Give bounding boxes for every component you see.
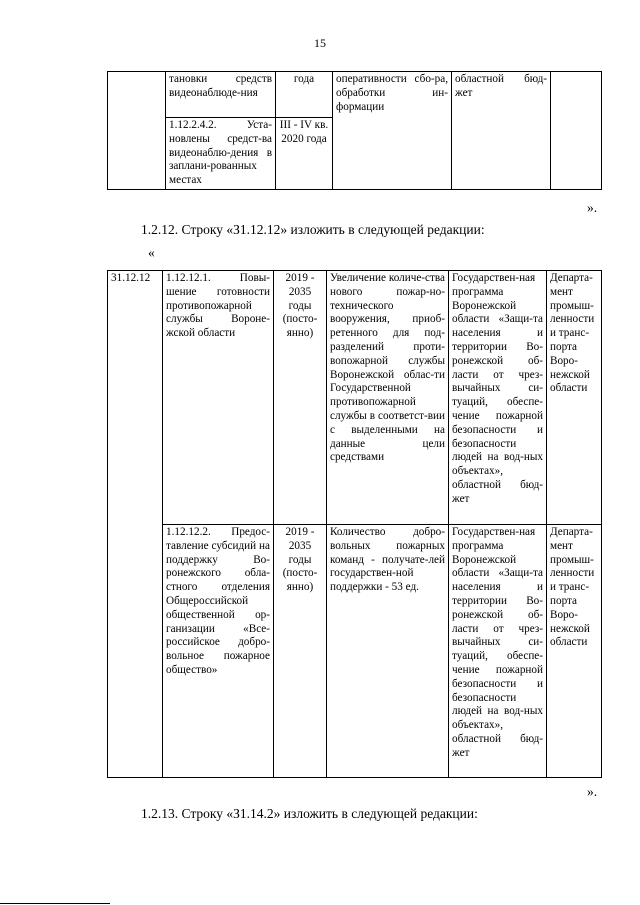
cell-result: Количество добро-вольных пожарных команд - получате-лей государствен-ной поддержки - 53 ед. [327,525,449,778]
table-row [108,271,602,525]
paragraph-1-2-12: 1.2.12. Строку «З1.12.12» изложить в следующей редакции: [141,222,485,237]
footnote-rule [0,903,110,904]
cell-source: Государствен-ная программа Воронежской области «Защи-та населения и территории Во-ронежской об-ласти от чрез-вычайных си-туаций, обеспе-чение пожарной безопасности и безопасности людей на вод-ных объектах», областной бюд-жет [449,271,547,525]
cell-code [108,72,166,190]
open-quote: « [148,245,155,260]
cell-term: 2019 - 2035 годы (посто-янно) [274,271,327,525]
cell-measure: 1.12.12.1. Повы-шение готовности противопожарной службы Вороне-жской области [163,271,274,525]
cell-term: 2019 - 2035 годы (посто-янно) [274,525,327,778]
table-main [107,270,602,778]
cell-code: 31.12.12 [108,271,163,778]
cell-measure: тановки средств видеонаблюде-ния [166,72,276,118]
cell-result: Увеличение количе-ства нового пожар-но-технического вооружения, приоб-ретенного для под-разделений проти-вопожарной службы Воронежской облас-ти Государственной противопожарной службы в соответст-вии с выделенными на данные цели средствами [327,271,449,525]
close-quote-1: ». [587,200,598,215]
table-row [108,525,602,778]
table-continuation [107,71,602,190]
cell-measure: 1.12.12.2. Предос-тавление субсидий на поддержку Во-ронежского обла-стного отделения Общероссийской общественной ор-ганизации «Все-российское добро-вольное пожарное общество» [163,525,274,778]
cell-result: оперативности сбо-ра, обработки ин-формации [333,72,452,190]
cell-source: Государствен-ная программа Воронежской области «Защи-та населения и территории Во-ронежской об-ласти от чрез-вычайных си-туаций, обеспе-чение пожарной безопасности и безопасности людей на вод-ных объектах», областной бюд-жет [449,525,547,778]
cell-term: III - IV кв. 2020 года [276,118,333,190]
cell-source: областной бюд-жет [452,72,551,190]
cell-term: года [276,72,333,118]
close-quote-2: ». [587,784,598,799]
table-row [108,72,602,118]
page-number: 15 [314,36,326,50]
cell-executor: Департа-мент промыш-ленности и транс-порта Воро-нежской области [547,271,602,525]
cell-measure: 1.12.2.4.2. Уста-новлены средст-ва видеонаблю-дения в заплани-рованных местах [166,118,276,190]
cell-executor: Департа-мент промыш-ленности и транс-порта Воро-нежской области [547,525,602,778]
cell-executor [551,72,602,190]
paragraph-1-2-13: 1.2.13. Строку «З1.14.2» изложить в следующей редакции: [141,806,478,821]
